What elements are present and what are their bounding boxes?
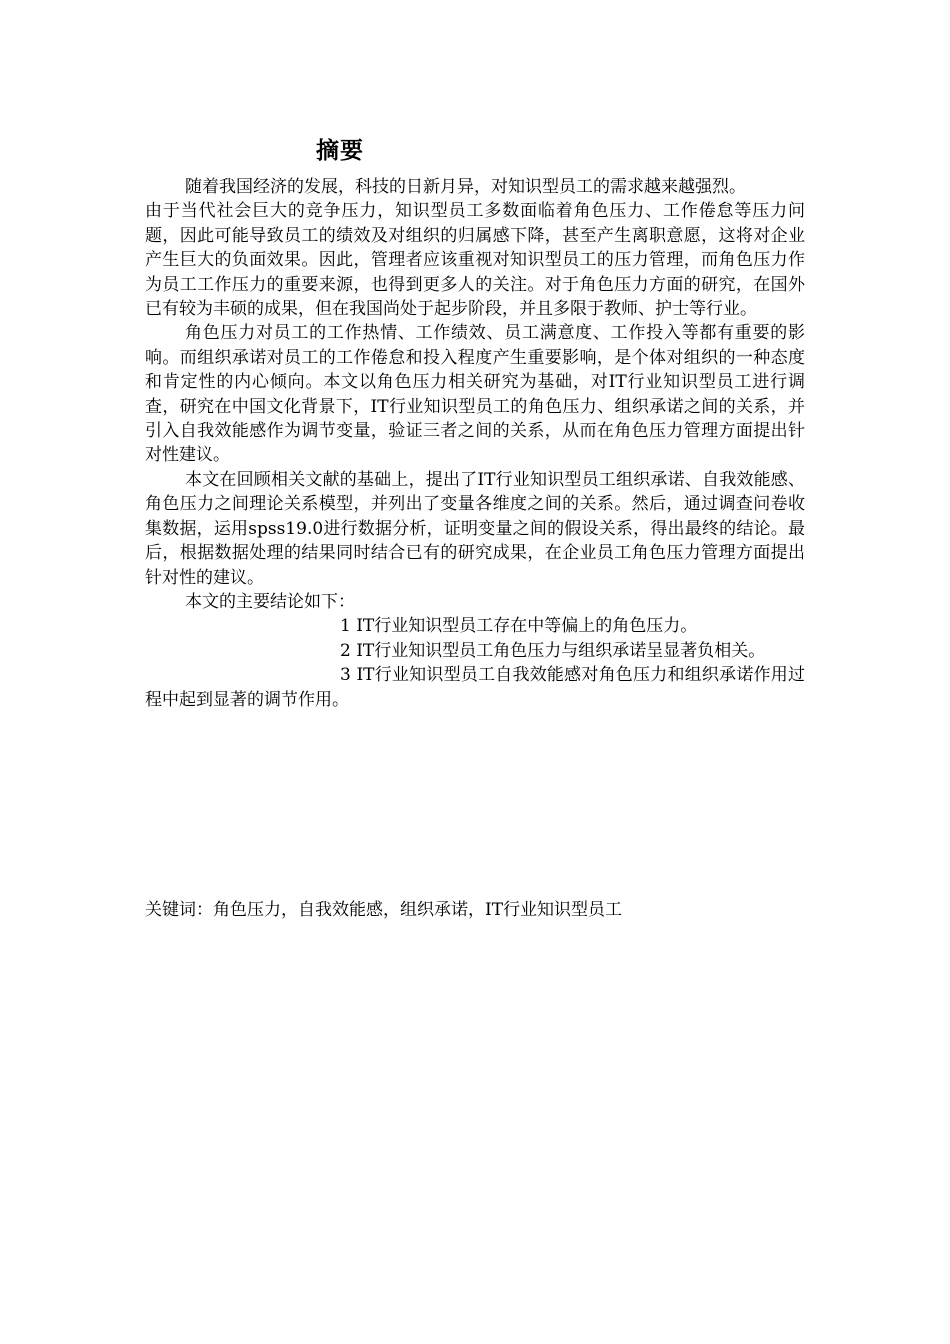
conclusion-item-3: 3 IT行业知识型员工自我效能感对角色压力和组织承诺作用过程中起到显著的调节作用。 xyxy=(145,665,805,710)
keywords-line: 关键词：角色压力，自我效能感，组织承诺，IT行业知识型员工 xyxy=(145,900,623,920)
paragraph-4: 本文在回顾相关文献的基础上，提出了IT行业知识型员工组织承诺、自我效能感、角色压力之间理论关系模型，并列出了变量各维度之间的关系。然后，通过调查问卷收集数据，运用spss19.0进行数据分析，证明变量之间的假设关系，得出最终的结论。最后，根据数据处理的结果同时结合已有的研究成果，在企业员工角色压力管理方面提出针对性的建议。 xyxy=(145,469,805,588)
page-title: 摘要 xyxy=(316,137,364,164)
paragraph-5: 本文的主要结论如下： xyxy=(185,591,355,612)
conclusion-item-1: 1 IT行业知识型员工存在中等偏上的角色压力。 xyxy=(340,616,698,637)
paragraph-1: 随着我国经济的发展，科技的日新月异，对知识型员工的需求越来越强烈。 xyxy=(185,177,746,197)
paragraph-3: 角色压力对员工的工作热情、工作绩效、员工满意度、工作投入等都有重要的影响。而组织承诺对员工的工作倦怠和投入程度产生重要影响，是个体对组织的一种态度和肯定性的内心倾向。本文以角色压力相关研究为基础，对IT行业知识型员工进行调查，研究在中国文化背景下，IT行业知识型员工的角色压力、组织承诺之间的关系，并引入自我效能感作为调节变量，验证三者之间的关系，从而在角色压力管理方面提出针对性建议。 xyxy=(145,323,805,466)
conclusion-item-2: 2 IT行业知识型员工角色压力与组织承诺呈显著负相关。 xyxy=(340,640,766,661)
paragraph-2: 由于当代社会巨大的竞争压力，知识型员工多数面临着角色压力、工作倦怠等压力问题，因此可能导致员工的绩效及对组织的归属感下降，甚至产生离职意愿，这将对企业产生巨大的负面效果。因此，管理者应该重视对知识型员工的压力管理，而角色压力作为员工工作压力的重要来源，也得到更多人的关注。对于角色压力方面的研究，在国外已有较为丰硕的成果，但在我国尚处于起步阶段，并且多限于教师、护士等行业。 xyxy=(145,201,805,320)
abstract-body xyxy=(145,175,805,712)
